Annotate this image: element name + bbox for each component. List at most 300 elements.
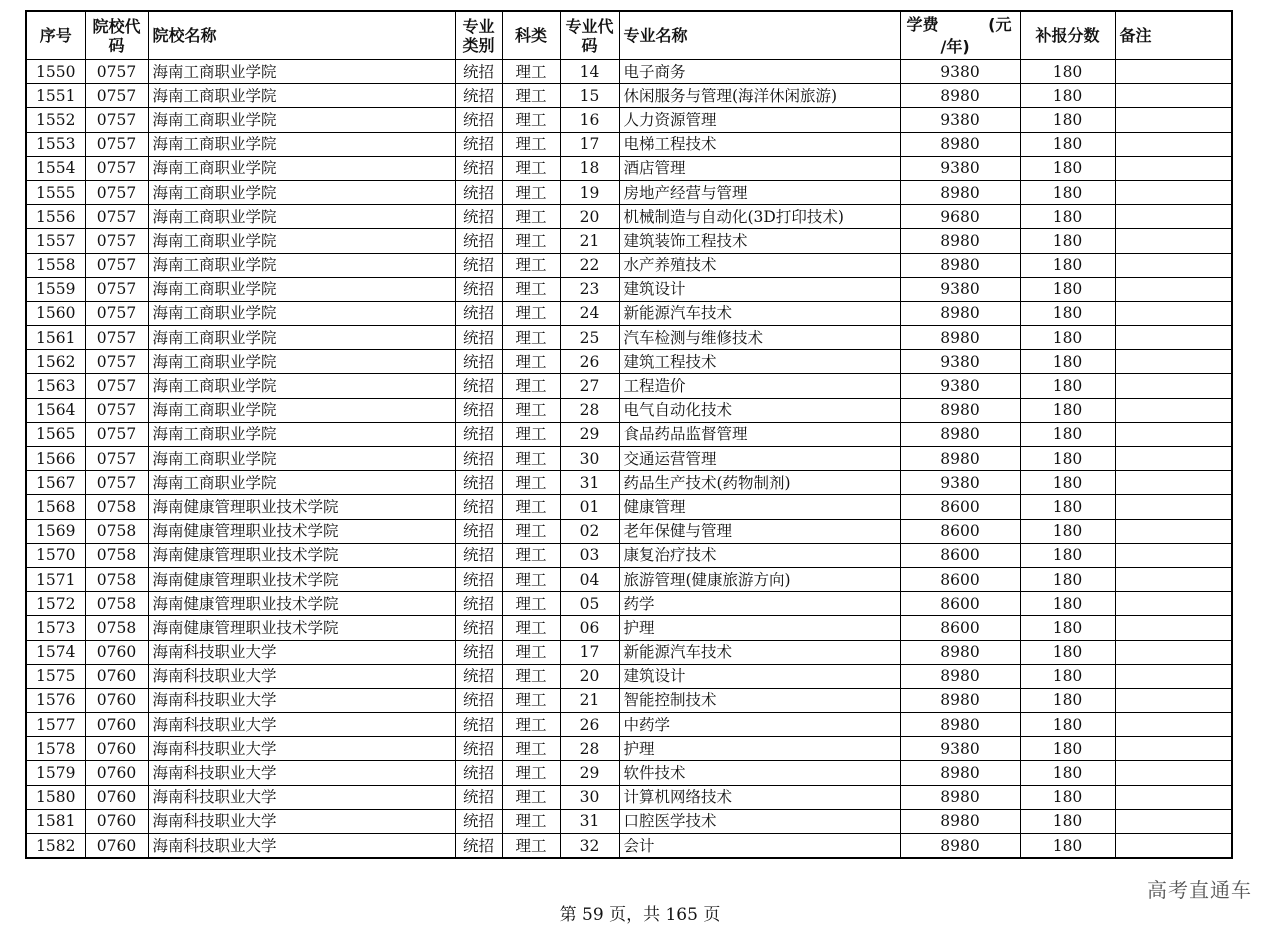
- table-row: [26, 84, 1232, 108]
- cell-major-code: 26: [560, 713, 619, 737]
- cell-major-name: 新能源汽车技术: [619, 640, 900, 664]
- cell-school-code: 0758: [85, 567, 148, 591]
- cell-school-name: 海南健康管理职业技术学院: [148, 616, 455, 640]
- table-row: [26, 495, 1232, 519]
- cell-fee: 8600: [900, 519, 1020, 543]
- cell-major-type: 统招: [455, 229, 502, 253]
- cell-major-name: 电子商务: [619, 60, 900, 84]
- cell-category: 理工: [502, 664, 560, 688]
- cell-note: [1115, 834, 1232, 859]
- cell-school-code: 0757: [85, 229, 148, 253]
- cell-note: [1115, 180, 1232, 204]
- cell-score: 180: [1020, 834, 1115, 859]
- cell-major-name: 软件技术: [619, 761, 900, 785]
- cell-category: 理工: [502, 277, 560, 301]
- cell-school-name: 海南科技职业大学: [148, 737, 455, 761]
- table-row: [26, 761, 1232, 785]
- cell-fee: 8600: [900, 495, 1020, 519]
- cell-category: 理工: [502, 688, 560, 712]
- cell-note: [1115, 664, 1232, 688]
- cell-major-name: 护理: [619, 737, 900, 761]
- table-row: [26, 180, 1232, 204]
- cell-note: [1115, 785, 1232, 809]
- cell-seq: 1579: [26, 761, 85, 785]
- cell-major-type: 统招: [455, 253, 502, 277]
- cell-school-code: 0757: [85, 301, 148, 325]
- cell-major-type: 统招: [455, 519, 502, 543]
- cell-category: 理工: [502, 592, 560, 616]
- cell-fee: 9380: [900, 156, 1020, 180]
- cell-major-name: 房地产经营与管理: [619, 180, 900, 204]
- cell-fee: 8980: [900, 132, 1020, 156]
- cell-note: [1115, 761, 1232, 785]
- cell-major-code: 31: [560, 809, 619, 833]
- cell-category: 理工: [502, 156, 560, 180]
- cell-seq: 1550: [26, 60, 85, 84]
- cell-school-name: 海南工商职业学院: [148, 350, 455, 374]
- cell-note: [1115, 519, 1232, 543]
- cell-school-code: 0757: [85, 422, 148, 446]
- cell-seq: 1551: [26, 84, 85, 108]
- cell-school-name: 海南科技职业大学: [148, 640, 455, 664]
- cell-school-code: 0757: [85, 84, 148, 108]
- cell-fee: 9380: [900, 60, 1020, 84]
- cell-score: 180: [1020, 471, 1115, 495]
- cell-fee: 9380: [900, 108, 1020, 132]
- cell-score: 180: [1020, 326, 1115, 350]
- cell-school-code: 0760: [85, 737, 148, 761]
- cell-category: 理工: [502, 132, 560, 156]
- cell-category: 理工: [502, 519, 560, 543]
- cell-school-name: 海南工商职业学院: [148, 301, 455, 325]
- cell-major-type: 统招: [455, 616, 502, 640]
- cell-school-code: 0757: [85, 180, 148, 204]
- cell-score: 180: [1020, 60, 1115, 84]
- cell-school-name: 海南科技职业大学: [148, 785, 455, 809]
- cell-fee: 8600: [900, 592, 1020, 616]
- cell-school-code: 0758: [85, 616, 148, 640]
- cell-note: [1115, 737, 1232, 761]
- table-row: [26, 737, 1232, 761]
- header-major-name: 专业名称: [619, 11, 900, 60]
- cell-school-code: 0757: [85, 156, 148, 180]
- cell-school-name: 海南科技职业大学: [148, 761, 455, 785]
- table-row: [26, 834, 1232, 859]
- cell-fee: 8980: [900, 447, 1020, 471]
- cell-note: [1115, 253, 1232, 277]
- cell-major-name: 汽车检测与维修技术: [619, 326, 900, 350]
- cell-seq: 1576: [26, 688, 85, 712]
- cell-category: 理工: [502, 422, 560, 446]
- cell-score: 180: [1020, 519, 1115, 543]
- cell-major-code: 20: [560, 664, 619, 688]
- cell-school-code: 0760: [85, 785, 148, 809]
- cell-fee: 8980: [900, 301, 1020, 325]
- cell-note: [1115, 713, 1232, 737]
- table-row: [26, 422, 1232, 446]
- cell-note: [1115, 350, 1232, 374]
- cell-major-code: 24: [560, 301, 619, 325]
- header-fee-unit-close: /年): [940, 37, 970, 56]
- cell-major-code: 14: [560, 60, 619, 84]
- cell-school-name: 海南科技职业大学: [148, 688, 455, 712]
- cell-seq: 1563: [26, 374, 85, 398]
- admission-table: [25, 10, 1233, 859]
- cell-seq: 1572: [26, 592, 85, 616]
- cell-school-name: 海南工商职业学院: [148, 108, 455, 132]
- cell-major-code: 30: [560, 447, 619, 471]
- cell-school-code: 0757: [85, 398, 148, 422]
- cell-school-code: 0757: [85, 205, 148, 229]
- cell-fee: 8980: [900, 785, 1020, 809]
- cell-school-name: 海南工商职业学院: [148, 205, 455, 229]
- cell-score: 180: [1020, 108, 1115, 132]
- cell-school-code: 0757: [85, 471, 148, 495]
- cell-school-name: 海南科技职业大学: [148, 664, 455, 688]
- cell-school-code: 0757: [85, 374, 148, 398]
- cell-category: 理工: [502, 713, 560, 737]
- cell-major-type: 统招: [455, 640, 502, 664]
- cell-category: 理工: [502, 326, 560, 350]
- cell-note: [1115, 277, 1232, 301]
- cell-school-name: 海南工商职业学院: [148, 253, 455, 277]
- cell-score: 180: [1020, 713, 1115, 737]
- header-category: 科类: [502, 11, 560, 60]
- cell-major-code: 29: [560, 422, 619, 446]
- cell-major-name: 口腔医学技术: [619, 809, 900, 833]
- table-row: [26, 519, 1232, 543]
- cell-school-name: 海南健康管理职业技术学院: [148, 592, 455, 616]
- header-fee-unit-open: (元: [988, 15, 1012, 34]
- table-row: [26, 398, 1232, 422]
- cell-category: 理工: [502, 374, 560, 398]
- cell-category: 理工: [502, 229, 560, 253]
- cell-major-code: 15: [560, 84, 619, 108]
- cell-school-code: 0760: [85, 713, 148, 737]
- cell-score: 180: [1020, 592, 1115, 616]
- cell-seq: 1552: [26, 108, 85, 132]
- cell-seq: 1565: [26, 422, 85, 446]
- cell-major-code: 01: [560, 495, 619, 519]
- cell-category: 理工: [502, 543, 560, 567]
- cell-seq: 1580: [26, 785, 85, 809]
- cell-major-code: 25: [560, 326, 619, 350]
- table-row: [26, 205, 1232, 229]
- cell-major-type: 统招: [455, 398, 502, 422]
- table-row: [26, 326, 1232, 350]
- cell-seq: 1559: [26, 277, 85, 301]
- cell-major-name: 机械制造与自动化(3D打印技术): [619, 205, 900, 229]
- cell-major-name: 人力资源管理: [619, 108, 900, 132]
- cell-school-code: 0757: [85, 447, 148, 471]
- cell-major-name: 水产养殖技术: [619, 253, 900, 277]
- cell-seq: 1562: [26, 350, 85, 374]
- cell-score: 180: [1020, 180, 1115, 204]
- cell-seq: 1560: [26, 301, 85, 325]
- cell-school-name: 海南工商职业学院: [148, 60, 455, 84]
- cell-major-name: 智能控制技术: [619, 688, 900, 712]
- cell-category: 理工: [502, 60, 560, 84]
- cell-major-type: 统招: [455, 277, 502, 301]
- cell-note: [1115, 809, 1232, 833]
- cell-major-name: 药学: [619, 592, 900, 616]
- cell-major-code: 30: [560, 785, 619, 809]
- cell-school-name: 海南工商职业学院: [148, 180, 455, 204]
- cell-major-name: 计算机网络技术: [619, 785, 900, 809]
- cell-major-type: 统招: [455, 785, 502, 809]
- cell-school-code: 0760: [85, 640, 148, 664]
- cell-score: 180: [1020, 664, 1115, 688]
- header-note: 备注: [1115, 11, 1232, 60]
- cell-note: [1115, 326, 1232, 350]
- cell-seq: 1557: [26, 229, 85, 253]
- table-row: [26, 592, 1232, 616]
- cell-category: 理工: [502, 205, 560, 229]
- cell-category: 理工: [502, 180, 560, 204]
- cell-fee: 8980: [900, 180, 1020, 204]
- cell-score: 180: [1020, 447, 1115, 471]
- cell-score: 180: [1020, 640, 1115, 664]
- cell-score: 180: [1020, 156, 1115, 180]
- page-footer: 第 59 页，共 165 页: [559, 905, 721, 925]
- cell-category: 理工: [502, 495, 560, 519]
- cell-category: 理工: [502, 301, 560, 325]
- cell-score: 180: [1020, 350, 1115, 374]
- cell-seq: 1569: [26, 519, 85, 543]
- table-row: [26, 60, 1232, 84]
- cell-school-name: 海南健康管理职业技术学院: [148, 519, 455, 543]
- cell-major-type: 统招: [455, 834, 502, 859]
- header-school-code: 院校代码: [85, 11, 148, 60]
- cell-major-code: 21: [560, 688, 619, 712]
- header-fee-label: 学费: [906, 15, 939, 34]
- header-school-name: 院校名称: [148, 11, 455, 60]
- cell-school-code: 0757: [85, 108, 148, 132]
- cell-major-type: 统招: [455, 543, 502, 567]
- cell-major-code: 03: [560, 543, 619, 567]
- table-header-row: [26, 11, 1232, 60]
- cell-major-type: 统招: [455, 374, 502, 398]
- cell-major-name: 药品生产技术(药物制剂): [619, 471, 900, 495]
- cell-score: 180: [1020, 301, 1115, 325]
- table-body: [26, 60, 1232, 859]
- cell-major-code: 23: [560, 277, 619, 301]
- cell-fee: 8980: [900, 84, 1020, 108]
- cell-score: 180: [1020, 737, 1115, 761]
- cell-major-type: 统招: [455, 156, 502, 180]
- cell-category: 理工: [502, 834, 560, 859]
- cell-note: [1115, 471, 1232, 495]
- cell-fee: 8600: [900, 616, 1020, 640]
- cell-fee: 8980: [900, 713, 1020, 737]
- cell-major-code: 20: [560, 205, 619, 229]
- cell-school-name: 海南工商职业学院: [148, 422, 455, 446]
- cell-note: [1115, 374, 1232, 398]
- table-row: [26, 277, 1232, 301]
- cell-major-code: 32: [560, 834, 619, 859]
- cell-seq: 1566: [26, 447, 85, 471]
- cell-score: 180: [1020, 277, 1115, 301]
- cell-major-type: 统招: [455, 471, 502, 495]
- cell-fee: 8980: [900, 809, 1020, 833]
- cell-fee: 8600: [900, 543, 1020, 567]
- cell-school-name: 海南健康管理职业技术学院: [148, 567, 455, 591]
- cell-major-type: 统招: [455, 60, 502, 84]
- cell-major-code: 28: [560, 737, 619, 761]
- cell-category: 理工: [502, 84, 560, 108]
- cell-school-name: 海南科技职业大学: [148, 834, 455, 859]
- cell-note: [1115, 60, 1232, 84]
- cell-major-code: 04: [560, 567, 619, 591]
- cell-major-type: 统招: [455, 688, 502, 712]
- cell-major-code: 18: [560, 156, 619, 180]
- cell-school-code: 0757: [85, 277, 148, 301]
- table-row: [26, 156, 1232, 180]
- cell-score: 180: [1020, 374, 1115, 398]
- cell-major-type: 统招: [455, 761, 502, 785]
- cell-category: 理工: [502, 350, 560, 374]
- table-row: [26, 374, 1232, 398]
- cell-major-code: 28: [560, 398, 619, 422]
- cell-score: 180: [1020, 253, 1115, 277]
- cell-fee: 8980: [900, 688, 1020, 712]
- table-row: [26, 664, 1232, 688]
- header-seq: 序号: [26, 11, 85, 60]
- cell-major-code: 27: [560, 374, 619, 398]
- cell-major-code: 02: [560, 519, 619, 543]
- cell-seq: 1582: [26, 834, 85, 859]
- cell-school-name: 海南工商职业学院: [148, 398, 455, 422]
- cell-major-code: 31: [560, 471, 619, 495]
- table-row: [26, 253, 1232, 277]
- table-row: [26, 713, 1232, 737]
- cell-category: 理工: [502, 809, 560, 833]
- cell-major-type: 统招: [455, 567, 502, 591]
- cell-school-name: 海南工商职业学院: [148, 277, 455, 301]
- cell-school-name: 海南工商职业学院: [148, 84, 455, 108]
- table-row: [26, 229, 1232, 253]
- table-row: [26, 785, 1232, 809]
- cell-school-name: 海南工商职业学院: [148, 326, 455, 350]
- cell-note: [1115, 495, 1232, 519]
- cell-school-name: 海南科技职业大学: [148, 809, 455, 833]
- cell-major-type: 统招: [455, 180, 502, 204]
- cell-fee: 9380: [900, 350, 1020, 374]
- cell-fee: 9380: [900, 737, 1020, 761]
- cell-seq: 1561: [26, 326, 85, 350]
- cell-school-code: 0757: [85, 326, 148, 350]
- cell-category: 理工: [502, 640, 560, 664]
- cell-school-code: 0760: [85, 688, 148, 712]
- cell-score: 180: [1020, 229, 1115, 253]
- cell-note: [1115, 543, 1232, 567]
- cell-school-name: 海南工商职业学院: [148, 374, 455, 398]
- cell-note: [1115, 229, 1232, 253]
- cell-major-name: 建筑工程技术: [619, 350, 900, 374]
- cell-fee: 9380: [900, 374, 1020, 398]
- cell-major-code: 17: [560, 132, 619, 156]
- table-row: [26, 108, 1232, 132]
- cell-fee: 9380: [900, 277, 1020, 301]
- cell-note: [1115, 592, 1232, 616]
- cell-seq: 1570: [26, 543, 85, 567]
- cell-score: 180: [1020, 398, 1115, 422]
- cell-score: 180: [1020, 688, 1115, 712]
- cell-note: [1115, 640, 1232, 664]
- cell-school-name: 海南健康管理职业技术学院: [148, 495, 455, 519]
- table-row: [26, 301, 1232, 325]
- cell-category: 理工: [502, 253, 560, 277]
- cell-note: [1115, 205, 1232, 229]
- cell-school-code: 0757: [85, 60, 148, 84]
- header-score: 补报分数: [1020, 11, 1115, 60]
- table-row: [26, 543, 1232, 567]
- cell-major-name: 休闲服务与管理(海洋休闲旅游): [619, 84, 900, 108]
- cell-school-name: 海南工商职业学院: [148, 447, 455, 471]
- cell-school-code: 0757: [85, 132, 148, 156]
- cell-major-type: 统招: [455, 737, 502, 761]
- cell-score: 180: [1020, 132, 1115, 156]
- cell-fee: 9380: [900, 471, 1020, 495]
- cell-school-code: 0758: [85, 543, 148, 567]
- cell-major-code: 29: [560, 761, 619, 785]
- cell-major-name: 康复治疗技术: [619, 543, 900, 567]
- cell-major-type: 统招: [455, 132, 502, 156]
- cell-seq: 1571: [26, 567, 85, 591]
- table-row: [26, 688, 1232, 712]
- cell-major-type: 统招: [455, 350, 502, 374]
- cell-major-name: 交通运营管理: [619, 447, 900, 471]
- cell-major-type: 统招: [455, 447, 502, 471]
- cell-major-type: 统招: [455, 664, 502, 688]
- table-row: [26, 132, 1232, 156]
- cell-major-name: 建筑设计: [619, 664, 900, 688]
- cell-category: 理工: [502, 785, 560, 809]
- cell-category: 理工: [502, 398, 560, 422]
- cell-note: [1115, 398, 1232, 422]
- cell-school-name: 海南工商职业学院: [148, 132, 455, 156]
- cell-category: 理工: [502, 567, 560, 591]
- cell-score: 180: [1020, 785, 1115, 809]
- cell-major-type: 统招: [455, 422, 502, 446]
- cell-fee: 8980: [900, 640, 1020, 664]
- table-row: [26, 567, 1232, 591]
- cell-score: 180: [1020, 809, 1115, 833]
- header-fee: [900, 11, 1020, 60]
- cell-major-type: 统招: [455, 326, 502, 350]
- cell-school-code: 0760: [85, 664, 148, 688]
- watermark-text: 高考直通车: [1147, 878, 1252, 902]
- cell-fee: 8600: [900, 567, 1020, 591]
- header-major-code: 专业代码: [560, 11, 619, 60]
- cell-major-type: 统招: [455, 809, 502, 833]
- table-row: [26, 471, 1232, 495]
- cell-seq: 1567: [26, 471, 85, 495]
- cell-school-name: 海南工商职业学院: [148, 229, 455, 253]
- cell-major-name: 老年保健与管理: [619, 519, 900, 543]
- cell-fee: 8980: [900, 422, 1020, 446]
- cell-category: 理工: [502, 108, 560, 132]
- cell-major-name: 建筑装饰工程技术: [619, 229, 900, 253]
- cell-seq: 1555: [26, 180, 85, 204]
- cell-note: [1115, 301, 1232, 325]
- cell-major-code: 16: [560, 108, 619, 132]
- cell-major-code: 06: [560, 616, 619, 640]
- cell-major-name: 健康管理: [619, 495, 900, 519]
- cell-school-code: 0760: [85, 761, 148, 785]
- cell-school-code: 0760: [85, 834, 148, 859]
- cell-major-code: 17: [560, 640, 619, 664]
